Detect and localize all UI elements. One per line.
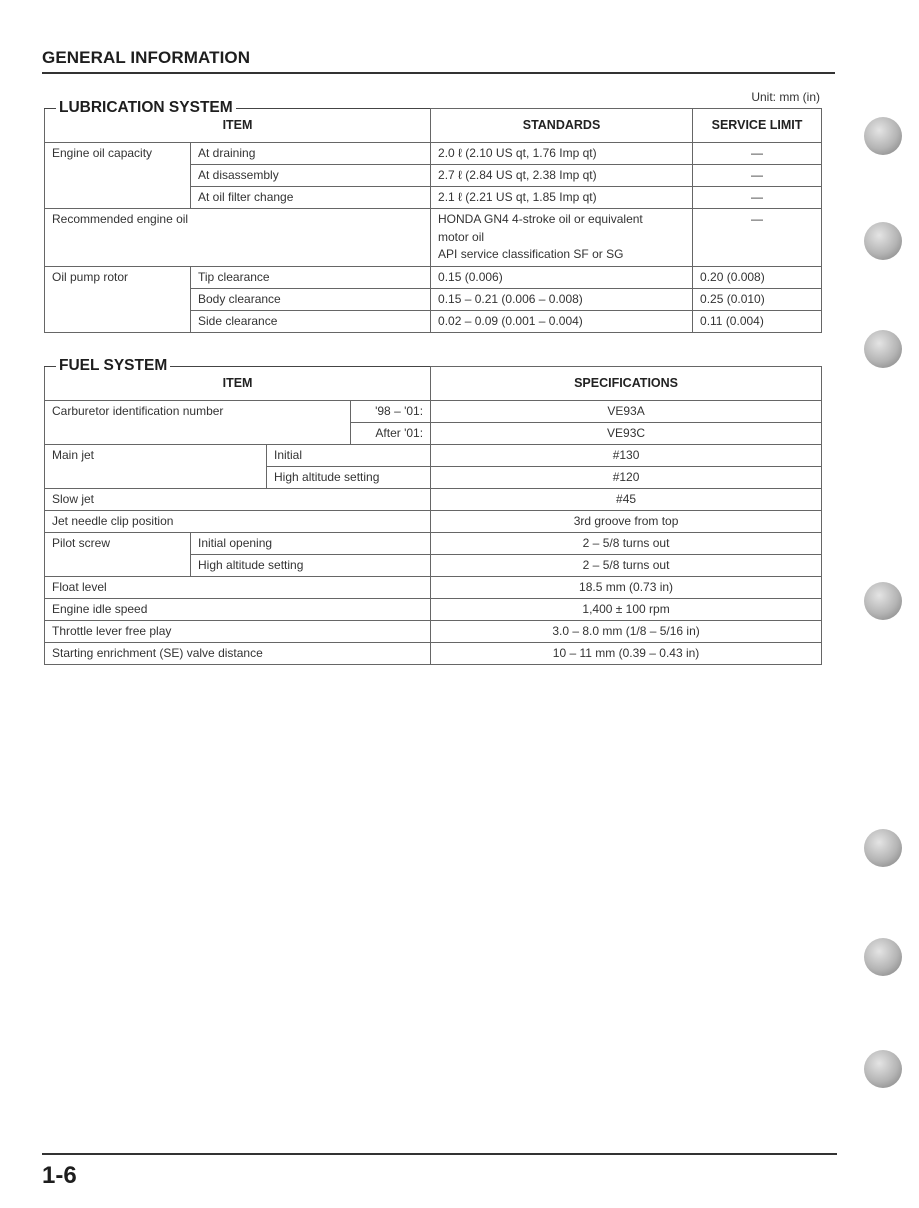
standard-line: HONDA GN4 4-stroke oil or equivalent	[438, 212, 643, 226]
service-limit-value: —	[693, 209, 822, 267]
se-valve-label: Starting enrichment (SE) valve distance	[45, 643, 431, 665]
table-row	[45, 643, 822, 665]
spec-value: 2 – 5/8 turns out	[431, 555, 822, 577]
recommended-oil-label: Recommended engine oil	[45, 209, 431, 267]
standard-value: 2.1 ℓ (2.21 US qt, 1.85 Imp qt)	[431, 187, 693, 209]
table-row	[45, 489, 822, 511]
recommended-oil-standard	[431, 209, 693, 267]
spec-value: VE93A	[431, 401, 822, 423]
table-row	[45, 445, 822, 467]
sub-item-label: After '01:	[351, 423, 431, 445]
section-tab-mark	[864, 1050, 902, 1088]
lubrication-section	[44, 90, 821, 333]
service-limit-value: —	[693, 165, 822, 187]
fuel-section	[44, 356, 821, 666]
sub-item-label: Body clearance	[191, 288, 431, 310]
service-limit-value: —	[693, 187, 822, 209]
table-header-row	[45, 367, 822, 401]
float-level-label: Float level	[45, 577, 431, 599]
service-limit-value: —	[693, 143, 822, 165]
sub-item-label: Initial	[267, 445, 431, 467]
table-row	[45, 621, 822, 643]
sub-item-label: High altitude setting	[267, 467, 431, 489]
section-tab-mark	[864, 938, 902, 976]
engine-oil-capacity-label: Engine oil capacity	[45, 143, 191, 209]
pilot-screw-label: Pilot screw	[45, 533, 191, 577]
table-row	[45, 533, 822, 555]
footer-rule	[42, 1153, 837, 1155]
table-row	[45, 143, 822, 165]
header-rule	[42, 72, 835, 74]
table-row	[45, 209, 822, 267]
sub-item-label: Initial opening	[191, 533, 431, 555]
jet-needle-label: Jet needle clip position	[45, 511, 431, 533]
table-row	[45, 401, 822, 423]
fuel-title: FUEL SYSTEM	[56, 356, 170, 376]
sub-item-label: '98 – '01:	[351, 401, 431, 423]
throttle-play-label: Throttle lever free play	[45, 621, 431, 643]
table-row	[45, 577, 822, 599]
section-tab-mark	[864, 117, 902, 155]
carb-id-label: Carburetor identification number	[45, 401, 351, 445]
standard-value: 0.15 (0.006)	[431, 266, 693, 288]
col-header-specifications: SPECIFICATIONS	[431, 367, 822, 401]
standard-line: motor oil	[438, 229, 485, 244]
idle-speed-label: Engine idle speed	[45, 599, 431, 621]
page-header-title: GENERAL INFORMATION	[42, 48, 251, 67]
slow-jet-label: Slow jet	[45, 489, 431, 511]
sub-item-label: At oil filter change	[191, 187, 431, 209]
table-row	[45, 599, 822, 621]
sub-item-label: At disassembly	[191, 165, 431, 187]
col-header-item: ITEM	[45, 367, 431, 401]
service-limit-value: 0.11 (0.004)	[693, 310, 822, 332]
col-header-standards: STANDARDS	[431, 109, 693, 143]
service-limit-value: 0.25 (0.010)	[693, 288, 822, 310]
lubrication-table	[44, 108, 822, 333]
section-tab-mark	[864, 330, 902, 368]
table-row	[45, 266, 822, 288]
sub-item-label: High altitude setting	[191, 555, 431, 577]
spec-value: 10 – 11 mm (0.39 – 0.43 in)	[431, 643, 822, 665]
sub-item-label: Tip clearance	[191, 266, 431, 288]
section-tab-mark	[864, 582, 902, 620]
table-row	[45, 511, 822, 533]
standard-value: 0.02 – 0.09 (0.001 – 0.004)	[431, 310, 693, 332]
standard-value: 2.7 ℓ (2.84 US qt, 2.38 Imp qt)	[431, 165, 693, 187]
unit-label: Unit: mm (in)	[751, 90, 820, 104]
spec-value: #45	[431, 489, 822, 511]
standard-line: API service classification SF or SG	[438, 247, 624, 261]
spec-value: #130	[431, 445, 822, 467]
spec-value: 3rd groove from top	[431, 511, 822, 533]
standard-value: 0.15 – 0.21 (0.006 – 0.008)	[431, 288, 693, 310]
col-header-item: ITEM	[45, 109, 431, 143]
oil-pump-rotor-label: Oil pump rotor	[45, 266, 191, 332]
spec-value: 1,400 ± 100 rpm	[431, 599, 822, 621]
spec-value: VE93C	[431, 423, 822, 445]
service-limit-value: 0.20 (0.008)	[693, 266, 822, 288]
fuel-table	[44, 366, 822, 665]
lubrication-title: LUBRICATION SYSTEM	[56, 98, 236, 118]
spec-value: 3.0 – 8.0 mm (1/8 – 5/16 in)	[431, 621, 822, 643]
standard-value: 2.0 ℓ (2.10 US qt, 1.76 Imp qt)	[431, 143, 693, 165]
section-tab-mark	[864, 222, 902, 260]
col-header-service-limit: SERVICE LIMIT	[693, 109, 822, 143]
section-tab-mark	[864, 829, 902, 867]
main-jet-label: Main jet	[45, 445, 267, 489]
spec-value: #120	[431, 467, 822, 489]
sub-item-label: At draining	[191, 143, 431, 165]
page-number: 1-6	[42, 1162, 77, 1189]
table-header-row	[45, 109, 822, 143]
sub-item-label: Side clearance	[191, 310, 431, 332]
spec-value: 2 – 5/8 turns out	[431, 533, 822, 555]
spec-value: 18.5 mm (0.73 in)	[431, 577, 822, 599]
